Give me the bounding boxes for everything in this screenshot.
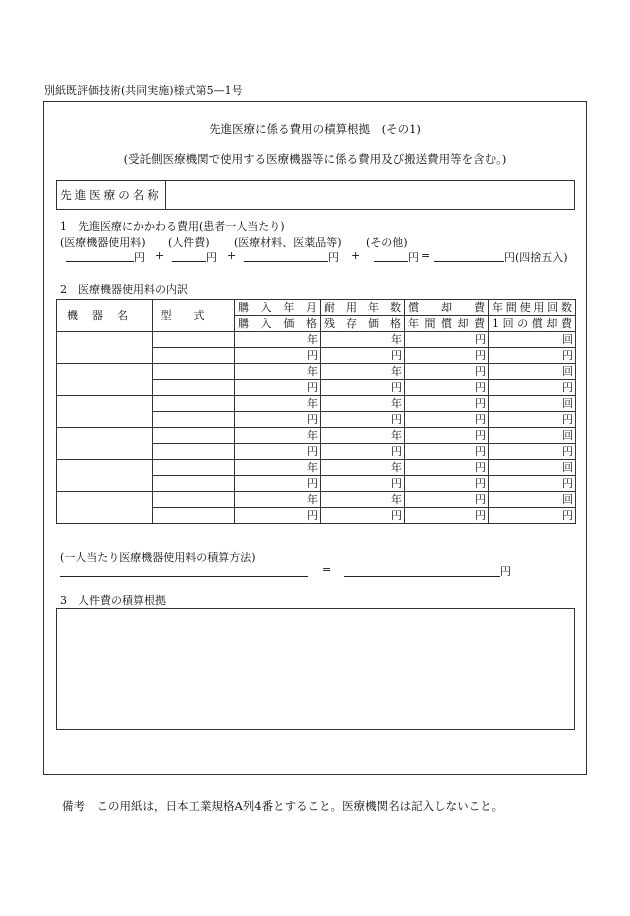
annual-uses-cell[interactable]: 回 [489,428,576,444]
plus-sign: + [351,249,361,262]
table-row [57,428,576,444]
model-cell[interactable] [153,428,235,444]
purchase-year-cell[interactable]: 年 [235,460,321,476]
residual-value-cell[interactable]: 円 [321,348,405,364]
useful-life-cell[interactable]: 年 [321,460,405,476]
rounding-note: 円(四捨五入) [504,251,568,264]
model-cell[interactable] [153,476,235,492]
model-cell[interactable] [153,444,235,460]
depreciation-cell[interactable]: 円 [405,332,489,348]
purchase-year-cell[interactable]: 年 [235,396,321,412]
residual-value-cell[interactable]: 円 [321,476,405,492]
model-cell[interactable] [153,364,235,380]
useful-life-cell[interactable]: 年 [321,428,405,444]
purchase-year-cell[interactable]: 年 [235,492,321,508]
header-equipment-name: 機器名 [57,300,153,332]
model-cell[interactable] [153,348,235,364]
annual-depreciation-cell[interactable]: 円 [405,412,489,428]
calc-method-label: (一人当たり医療機器使用料の積算方法) [60,551,256,564]
residual-value-cell[interactable]: 円 [321,508,405,524]
purchase-price-cell[interactable]: 円 [235,508,321,524]
page-title: 先進医療に係る費用の積算根拠 (その1) [209,122,421,136]
annual-uses-cell[interactable]: 回 [489,460,576,476]
purchase-year-cell[interactable]: 年 [235,332,321,348]
yen-label: 円 [328,251,339,264]
depreciation-cell[interactable]: 円 [405,364,489,380]
equipment-table [56,299,576,524]
equipment-name-cell[interactable] [57,428,153,460]
equipment-name-cell[interactable] [57,332,153,364]
per-use-depreciation-cell[interactable]: 円 [489,476,576,492]
section2-heading: 2 医療機器使用料の内訳 [60,283,188,296]
equipment-name-cell[interactable] [57,492,153,524]
plus-sign: + [227,249,237,262]
table-row [57,364,576,380]
table-row [57,396,576,412]
purchase-price-cell[interactable]: 円 [235,444,321,460]
section1-heading: 1 先進医療にかかわる費用(患者一人当たり) [60,220,285,233]
residual-value-cell[interactable]: 円 [321,380,405,396]
header-model: 型式 [153,300,235,332]
yen-label: 円 [500,565,511,578]
category-materials: (医療材料、医薬品等) [234,236,342,249]
useful-life-cell[interactable]: 年 [321,364,405,380]
fee-blank-other[interactable] [374,261,408,262]
per-use-depreciation-cell[interactable]: 円 [489,444,576,460]
model-cell[interactable] [153,508,235,524]
per-use-depreciation-cell[interactable]: 円 [489,380,576,396]
form-number: 別紙既評価技術(共同実施)様式第5—1号 [44,84,243,97]
model-cell[interactable] [153,412,235,428]
model-cell[interactable] [153,396,235,412]
table-row [57,492,576,508]
depreciation-cell[interactable]: 円 [405,396,489,412]
equipment-name-cell[interactable] [57,364,153,396]
header-per-use-depreciation: 1回の償却費 [489,316,576,332]
annual-uses-cell[interactable]: 回 [489,396,576,412]
residual-value-cell[interactable]: 円 [321,412,405,428]
fee-blank-total[interactable] [434,261,504,262]
equipment-name-cell[interactable] [57,396,153,428]
purchase-price-cell[interactable]: 円 [235,380,321,396]
yen-label: 円 [206,251,217,264]
annual-uses-cell[interactable]: 回 [489,332,576,348]
plus-sign: + [155,249,165,262]
page-subtitle: (受託側医療機関で使用する医療機器等に係る費用及び搬送費用等を含む。) [123,152,507,166]
header-purchase-price: 購入価格 [235,316,321,332]
model-cell[interactable] [153,492,235,508]
model-cell[interactable] [153,332,235,348]
purchase-price-cell[interactable]: 円 [235,412,321,428]
category-personnel: (人件費) [168,236,210,249]
header-residual-value: 残存価格 [321,316,405,332]
useful-life-cell[interactable]: 年 [321,332,405,348]
header-depreciation: 償却費 [405,300,489,316]
equals-sign: = [421,249,431,262]
per-use-depreciation-cell[interactable]: 円 [489,508,576,524]
depreciation-cell[interactable]: 円 [405,460,489,476]
calc-method-formula-blank[interactable] [60,576,308,577]
table-row [57,460,576,476]
section3-heading: 3 人件費の積算根拠 [60,594,166,607]
name-field-label: 先進医療の名称 [57,181,166,209]
fee-blank-materials[interactable] [244,261,328,262]
annual-depreciation-cell[interactable]: 円 [405,380,489,396]
annual-depreciation-cell[interactable]: 円 [405,444,489,460]
model-cell[interactable] [153,380,235,396]
header-annual-depreciation: 年間償却費 [405,316,489,332]
equipment-name-cell[interactable] [57,460,153,492]
fee-blank-personnel[interactable] [172,261,206,262]
header-purchase-year: 購入年月 [235,300,321,316]
category-other: (その他) [366,236,408,249]
name-field-box[interactable] [56,180,575,210]
per-use-depreciation-cell[interactable]: 円 [489,348,576,364]
residual-value-cell[interactable]: 円 [321,444,405,460]
purchase-price-cell[interactable]: 円 [235,348,321,364]
purchase-year-cell[interactable]: 年 [235,428,321,444]
personnel-basis-box[interactable] [56,608,575,730]
table-row [57,332,576,348]
equals-sign: = [322,563,332,576]
header-useful-life: 耐用年数 [321,300,405,316]
header-annual-uses: 年間使用回数 [489,300,576,316]
annual-depreciation-cell[interactable]: 円 [405,508,489,524]
per-use-depreciation-cell[interactable]: 円 [489,412,576,428]
depreciation-cell[interactable]: 円 [405,492,489,508]
annual-uses-cell[interactable]: 回 [489,492,576,508]
category-equipment-fee: (医療機器使用料) [60,236,146,249]
annual-depreciation-cell[interactable]: 円 [405,476,489,492]
purchase-year-cell[interactable]: 年 [235,364,321,380]
calc-method-result-blank[interactable] [344,576,500,577]
useful-life-cell[interactable]: 年 [321,492,405,508]
yen-label: 円 [408,251,419,264]
annual-depreciation-cell[interactable]: 円 [405,348,489,364]
model-cell[interactable] [153,460,235,476]
remarks-note: 備考 この用紙は，日本工業規格A列4番とすること。医療機関名は記入しないこと。 [62,799,504,813]
annual-uses-cell[interactable]: 回 [489,364,576,380]
purchase-price-cell[interactable]: 円 [235,476,321,492]
useful-life-cell[interactable]: 年 [321,396,405,412]
fee-blank-equipment[interactable] [66,261,134,262]
depreciation-cell[interactable]: 円 [405,428,489,444]
yen-label: 円 [134,251,145,264]
